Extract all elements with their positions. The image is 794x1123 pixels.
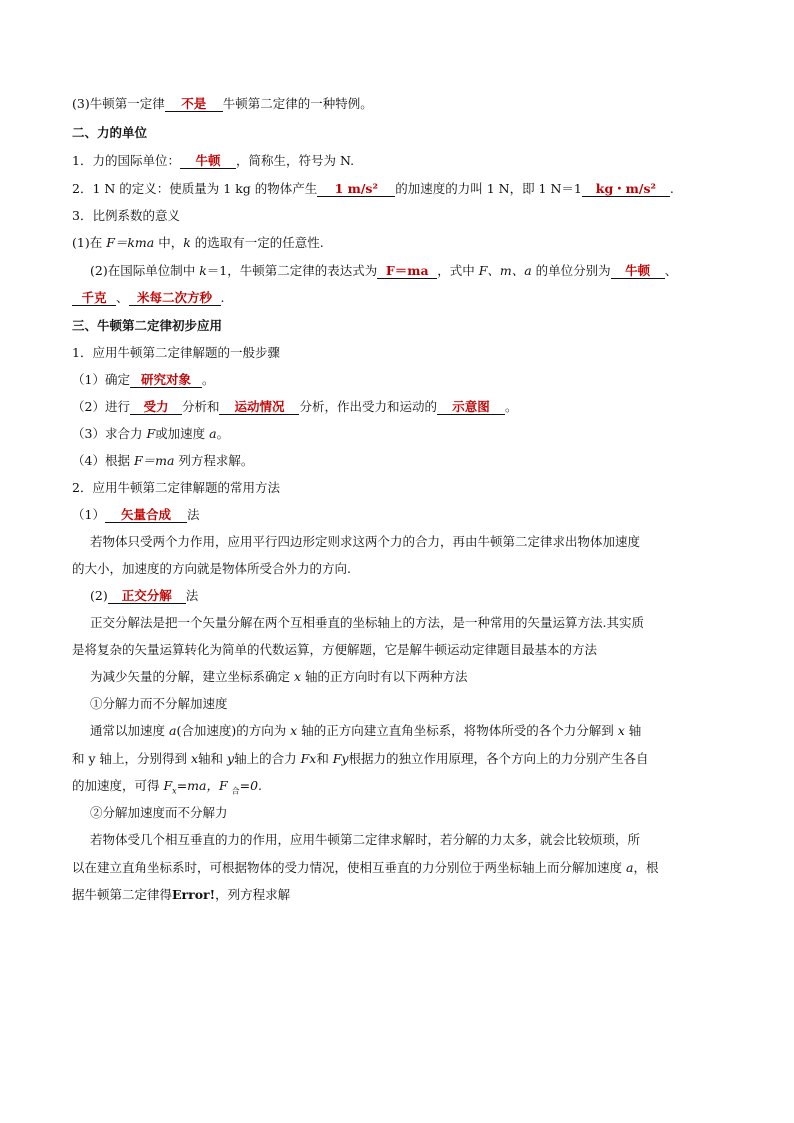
paragraph-line: 据牛顿第二定律得Error!，列方程求解 <box>72 887 291 902</box>
paragraph-line: 是将复杂的矢量运算转化为简单的代数运算，方便解题，它是解牛顿运动定律题目最基本的方法 <box>72 642 598 657</box>
case-2-heading: ②分解加速度而不分解力 <box>90 805 228 820</box>
answer-blank: 米每二次方秒 <box>129 290 221 306</box>
answer-blank: F＝ma <box>377 263 437 279</box>
section-heading-application: 三、牛顿第二定律初步应用 <box>72 318 223 333</box>
answer-blank: 牛顿 <box>611 263 665 279</box>
answer-blank: 矢量合成 <box>105 507 187 523</box>
coefficient-line-2: (2)在国际单位制中 k＝1，牛顿第二定律的表达式为 F＝ma ，式中 F、m、a 的单位分别为 牛顿 、 <box>90 263 678 278</box>
coefficient-line-3: 千克 、 米每二次方秒 . <box>72 290 225 306</box>
answer-blank: 牛顿 <box>180 153 236 169</box>
answer-blank: 运动情况 <box>219 399 299 415</box>
answer-blank: 1 m/s² <box>317 181 395 197</box>
unit-line-1: 1．力的国际单位： 牛顿 ，简称生，符号为 N. <box>72 153 355 168</box>
error-field: Error! <box>172 887 216 902</box>
coefficient-line-1: (1)在 F＝kma 中，k 的选取有一定的任意性. <box>72 235 324 250</box>
paragraph-line: 若物体只受两个力作用，应用平行四边形定则求这两个力的合力，再由牛顿第二定律求出物体加速度 <box>90 534 641 549</box>
step-1: （1）确定 研究对象 。 <box>72 372 215 387</box>
paragraph-line: 为减少矢量的分解，建立坐标系确定 x 轴的正方向时有以下两种方法 <box>90 669 468 684</box>
answer-blank: 正交分解 <box>108 588 186 604</box>
answer-blank: 示意图 <box>437 399 505 415</box>
newton-first-law-line: (3)牛顿第一定律 不是 牛顿第二定律的一种特例。 <box>72 96 373 111</box>
case-1-heading: ①分解力而不分解加速度 <box>90 696 228 711</box>
answer-blank: 千克 <box>72 290 116 306</box>
paragraph-line: 正交分解法是把一个矢量分解在两个互相垂直的坐标轴上的方法，是一种常用的矢量运算方法.其实质 <box>90 615 644 630</box>
answer-blank: 受力 <box>130 399 182 415</box>
step-4: （4）根据 F＝ma 列方程求解。 <box>72 453 254 468</box>
method-2-title: (2) 正交分解 法 <box>90 588 199 603</box>
paragraph-line: 若物体受几个相互垂直的力的作用，应用牛顿第二定律求解时，若分解的力太多，就会比较烦琐，所 <box>90 832 641 847</box>
method-1-title: （1） 矢量合成 法 <box>72 507 200 522</box>
paragraph-line: 的加速度，可得 $F_x=ma$，F $_合$=0. <box>72 778 263 796</box>
steps-heading: 1．应用牛顿第二定律解题的一般步骤 <box>72 345 280 360</box>
step-2: （2）进行 受力 分析和 运动情况 分析，作出受力和运动的 示意图 。 <box>72 399 518 414</box>
paragraph-line: 的大小，加速度的方向就是物体所受合外力的方向. <box>72 561 351 576</box>
paragraph-line: 通常以加速度 a(合加速度)的方向为 x 轴的正方向建立直角坐标系，将物体所受的各个力分解到 x 轴 <box>90 723 642 738</box>
paragraph-line: 和 y 轴上，分别得到 x轴和 y轴上的合力 Fx和 Fy根据力的独立作用原理，各个方向上的力分别产生各自 <box>72 751 649 766</box>
answer-blank: 研究对象 <box>130 372 202 388</box>
methods-heading: 2．应用牛顿第二定律解题的常用方法 <box>72 480 280 495</box>
answer-blank: kg・m/s² <box>582 181 670 197</box>
unit-line-3: 3．比例系数的意义 <box>72 208 180 223</box>
step-3: （3）求合力 F或加速度 a。 <box>72 426 230 441</box>
section-heading-force-units: 二、力的单位 <box>72 125 148 140</box>
answer-blank: 不是 <box>165 96 223 112</box>
paragraph-line: 以在建立直角坐标系时，可根据物体的受力情况，使相互垂直的力分别位于两坐标轴上而分解加速度 a，根 <box>72 860 659 875</box>
unit-line-2: 2．1 N 的定义：使质量为 1 kg 的物体产生 1 m/s² 的加速度的力叫 1 N，即 1 N＝1 kg・m/s² . <box>72 181 674 196</box>
